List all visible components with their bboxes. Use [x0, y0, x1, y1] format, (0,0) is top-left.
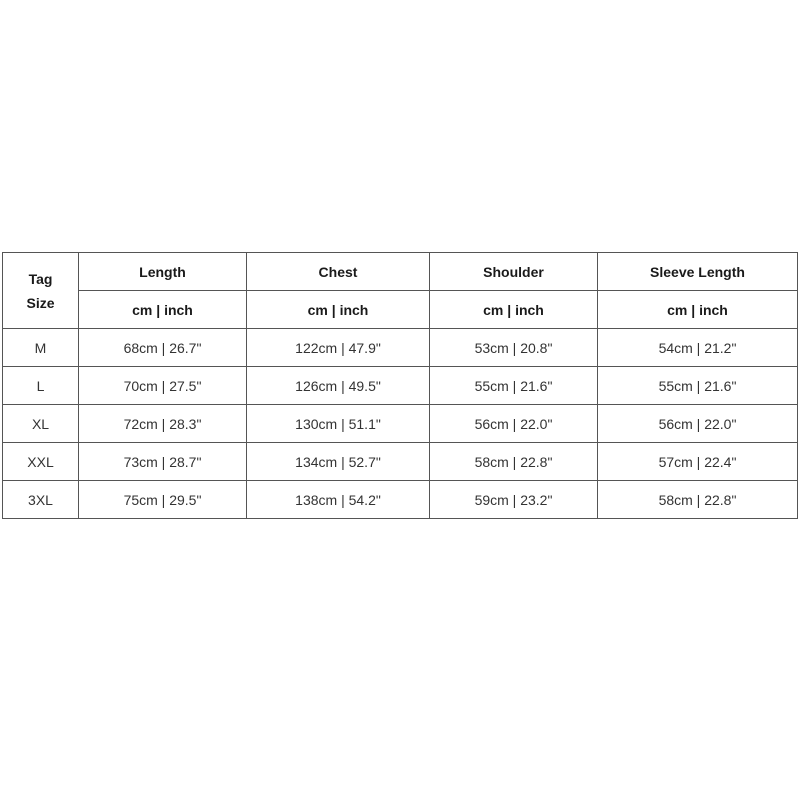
- sleeve-length-cell: 54cm | 21.2": [598, 329, 798, 367]
- chest-cell: 130cm | 51.1": [247, 405, 430, 443]
- column-header-chest: Chest: [247, 253, 430, 291]
- length-cell: 68cm | 26.7": [79, 329, 247, 367]
- unit-row: [3, 291, 798, 329]
- size-cell: XXL: [3, 443, 79, 481]
- length-cell: 72cm | 28.3": [79, 405, 247, 443]
- size-cell: XL: [3, 405, 79, 443]
- shoulder-cell: 58cm | 22.8": [430, 443, 598, 481]
- shoulder-cell: 59cm | 23.2": [430, 481, 598, 519]
- header-row: [3, 253, 798, 291]
- unit-label: cm | inch: [247, 291, 430, 329]
- length-cell: 75cm | 29.5": [79, 481, 247, 519]
- sleeve-length-cell: 57cm | 22.4": [598, 443, 798, 481]
- length-cell: 70cm | 27.5": [79, 367, 247, 405]
- chest-cell: 122cm | 47.9": [247, 329, 430, 367]
- column-header-sleeve-length: Sleeve Length: [598, 253, 798, 291]
- size-chart-table: [2, 252, 798, 519]
- table-row: [3, 443, 798, 481]
- tag-size-header: [3, 253, 79, 329]
- sleeve-length-cell: 56cm | 22.0": [598, 405, 798, 443]
- chest-cell: 138cm | 54.2": [247, 481, 430, 519]
- unit-label: cm | inch: [79, 291, 247, 329]
- table-row: [3, 481, 798, 519]
- table-row: [3, 367, 798, 405]
- unit-label: cm | inch: [430, 291, 598, 329]
- length-cell: 73cm | 28.7": [79, 443, 247, 481]
- chest-cell: 134cm | 52.7": [247, 443, 430, 481]
- shoulder-cell: 53cm | 20.8": [430, 329, 598, 367]
- table-row: [3, 405, 798, 443]
- unit-label: cm | inch: [598, 291, 798, 329]
- shoulder-cell: 56cm | 22.0": [430, 405, 598, 443]
- size-cell: L: [3, 367, 79, 405]
- column-header-length: Length: [79, 253, 247, 291]
- table-row: [3, 329, 798, 367]
- tag-size-label-line1: Tag: [28, 270, 53, 287]
- column-header-shoulder: Shoulder: [430, 253, 598, 291]
- sleeve-length-cell: 58cm | 22.8": [598, 481, 798, 519]
- shoulder-cell: 55cm | 21.6": [430, 367, 598, 405]
- sleeve-length-cell: 55cm | 21.6": [598, 367, 798, 405]
- chest-cell: 126cm | 49.5": [247, 367, 430, 405]
- size-cell: M: [3, 329, 79, 367]
- tag-size-label-line2: Size: [26, 294, 55, 311]
- size-cell: 3XL: [3, 481, 79, 519]
